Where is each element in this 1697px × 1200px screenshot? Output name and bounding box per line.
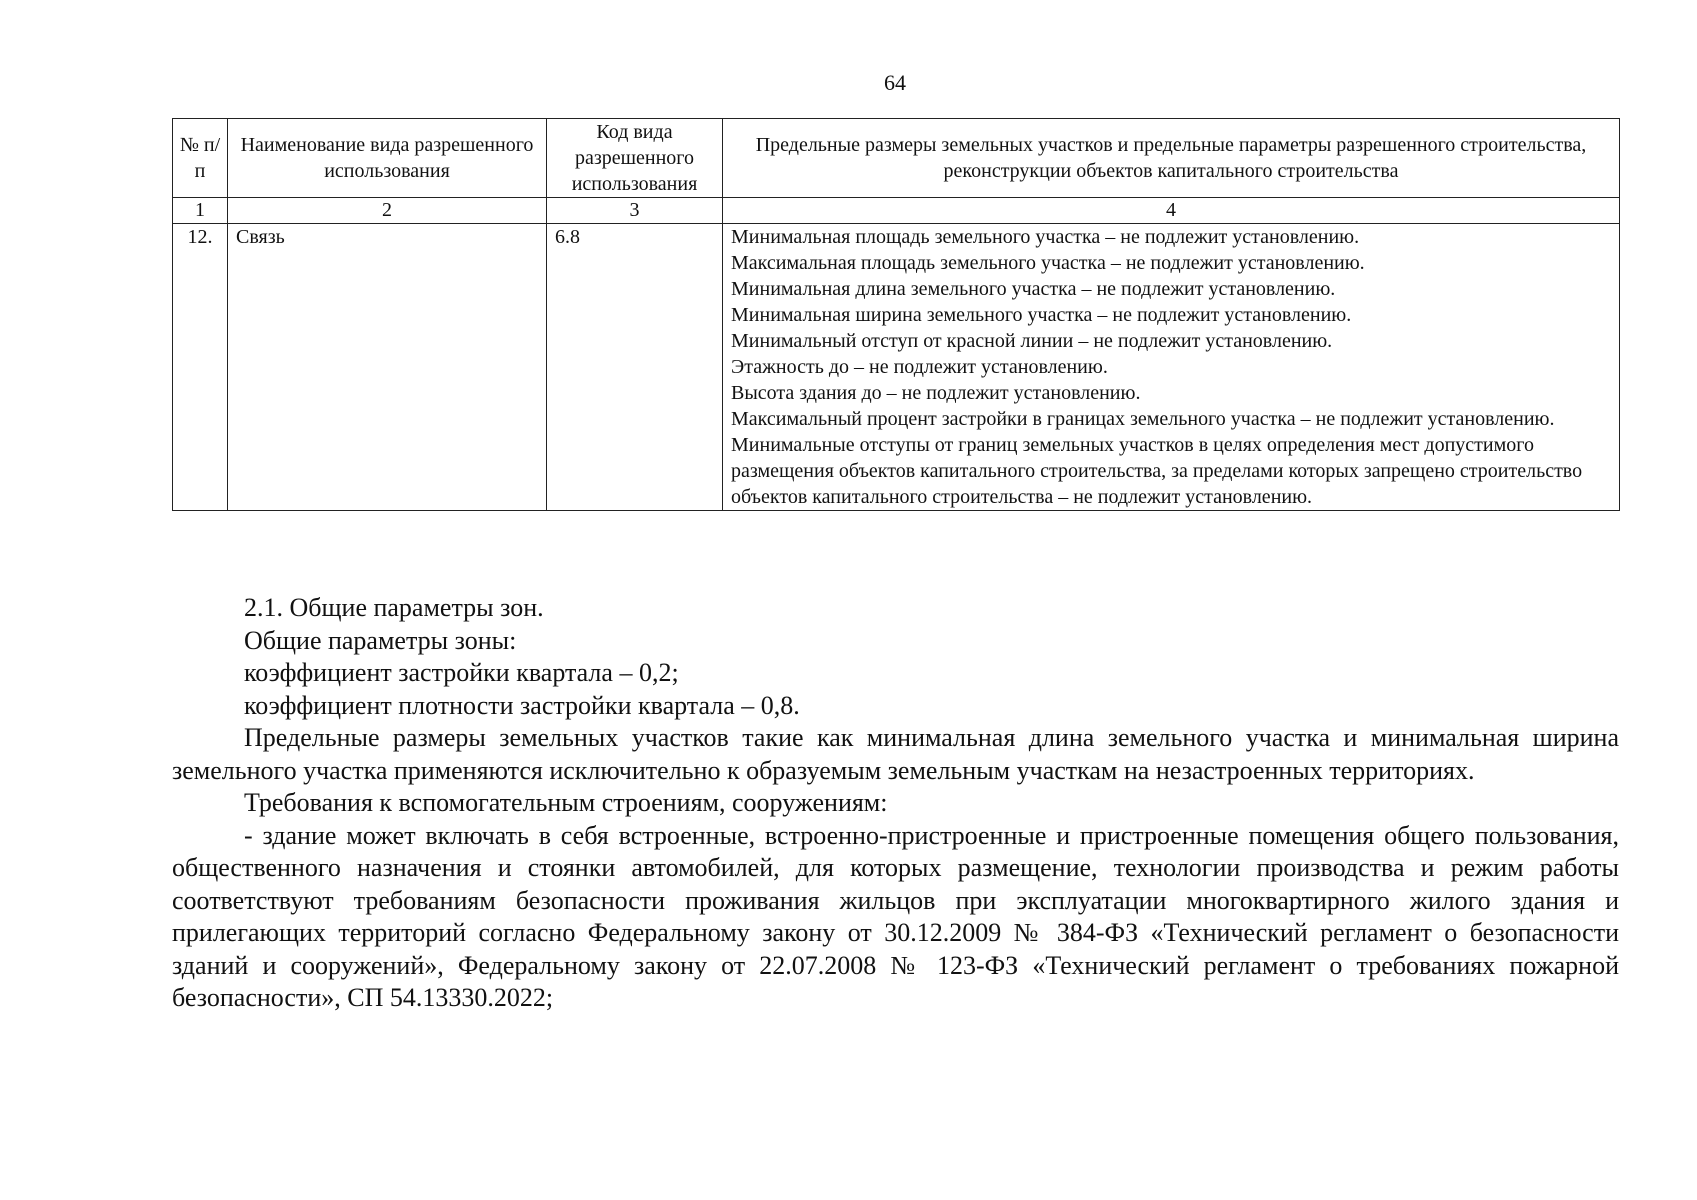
column-number-row [173, 198, 1620, 224]
param-boundary-offsets: Минимальные отступы от границ земельных участков в целях определения мест допустимого размещения объектов капитального строительства, за пределами которых запрещено строительство объектов капитального строительства – не подлежит установлению. [731, 434, 1583, 508]
header-parameters: Предельные размеры земельных участков и предельные параметры разрешенного строительства, реконструкции объектов капитального строительства [723, 119, 1620, 198]
row-use-name: Связь [228, 224, 547, 511]
zone-params-title: Общие параметры зоны: [244, 625, 517, 655]
header-number: № п/п [173, 119, 228, 198]
param-max-coverage: Максимальный процент застройки в границах земельного участка – не подлежит установлению. [731, 408, 1555, 430]
param-max-area: Максимальная площадь земельного участка – не подлежит установлению. [731, 252, 1365, 274]
column-number: 3 [547, 198, 723, 224]
row-number: 12. [173, 224, 228, 511]
column-number: 4 [723, 198, 1620, 224]
density-coefficient: коэффициент плотности застройки квартала – 0,8. [244, 690, 800, 720]
param-red-line-offset: Минимальный отступ от красной линии – не подлежит установлению. [731, 330, 1333, 352]
param-min-width: Минимальная ширина земельного участка – не подлежит установлению. [731, 304, 1352, 326]
param-min-length: Минимальная длина земельного участка – не подлежит установлению. [731, 278, 1336, 300]
param-height: Высота здания до – не подлежит установлению. [731, 382, 1141, 404]
section-title: 2.1. Общие параметры зон. [244, 593, 544, 622]
page-number: 64 [884, 70, 906, 95]
table-header-row [173, 119, 1620, 198]
permitted-use-table [172, 118, 1620, 511]
header-use-name: Наименование вида разрешенного использования [228, 119, 547, 198]
document-body [172, 592, 1619, 1015]
row-parameters [723, 224, 1620, 511]
column-number: 1 [173, 198, 228, 224]
param-min-area: Минимальная площадь земельного участка – не подлежит установлению. [731, 226, 1360, 248]
aux-paragraph: - здание может включать в себя встроенные, встроенно-пристроенные и пристроенные помещения общего пользования, общественного назначения и стоянки автомобилей, для которых размещение, технологии производства и режим работы соответствуют требованиям безопасности проживания жильцов при эксплуатации многоквартирного жилого здания и прилегающих территорий согласно Федеральному закону от 30.12.2009 № 384-ФЗ «Технический регламент о безопасности зданий и сооружений», Федеральному закону от 22.07.2008 № 123-ФЗ «Технический регламент о требованиях пожарной безопасности», СП 54.13330.2022; [172, 820, 1619, 1012]
table-row [173, 224, 1620, 511]
header-use-code: Код вида разрешенного использования [547, 119, 723, 198]
build-coefficient: коэффициент застройки квартала – 0,2; [244, 658, 679, 687]
param-floors: Этажность до – не подлежит установлению. [731, 356, 1108, 378]
row-use-code: 6.8 [547, 224, 723, 511]
column-number: 2 [228, 198, 547, 224]
aux-title: Требования к вспомогательным строениям, сооружениям: [244, 788, 888, 817]
size-paragraph: Предельные размеры земельных участков такие как минимальная длина земельного участка и минимальная ширина земельного участка применяются исключительно к образуемым земельным участкам на незастроенных территориях. [172, 723, 1619, 785]
